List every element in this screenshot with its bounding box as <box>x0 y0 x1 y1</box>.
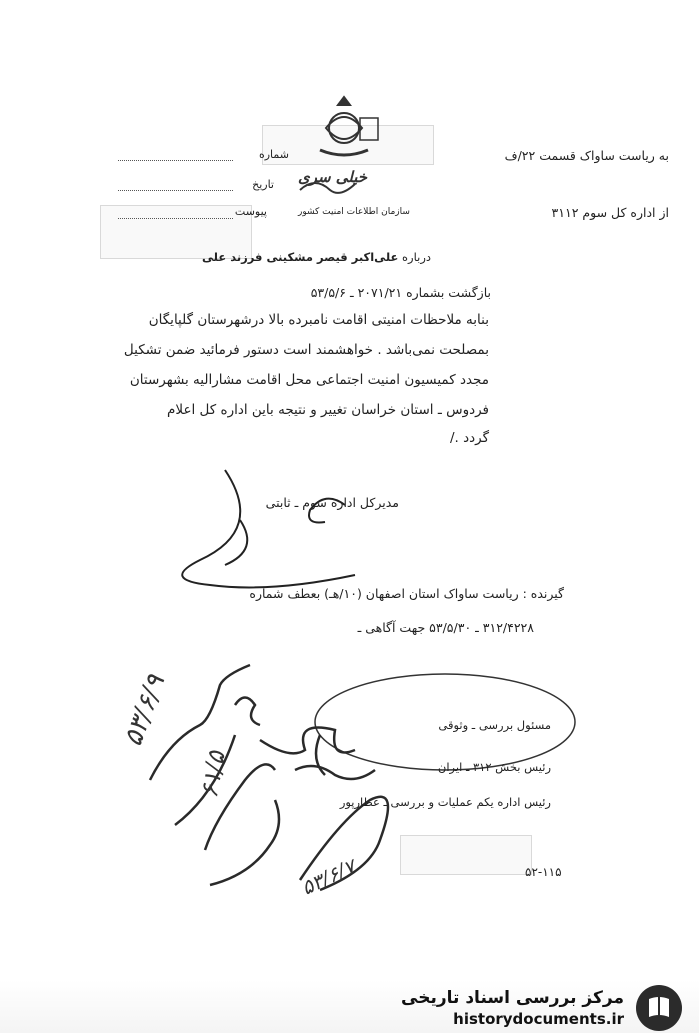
header-date-dots <box>118 190 233 191</box>
seal-org-name: سازمان اطلاعات امنیت کشور <box>298 207 410 217</box>
header-attachment-label: پیوست <box>234 205 267 218</box>
body-line-1: بنابه ملاحظات امنیتی اقامت نامبرده بالا درشهرستان گلپایگان <box>148 312 489 328</box>
recipient-line-2: ۳۱۲/۴۲۲۸ ـ ۵۳/۵/۳۰ جهت آگاهی ـ <box>357 620 534 635</box>
subject-value: علی‌اکبر قیصر مشکینی فرزند علی <box>202 250 399 264</box>
officials-line-1: مسئول بررسی ـ وثوقی <box>438 718 551 732</box>
handwritten-scrawl <box>150 665 388 890</box>
officials-line-3: رئیس اداره یکم عملیات و بررسی ـ عطارپور <box>339 795 551 809</box>
recipient-line-1: گیرنده : ریاست ساواک استان اصفهان (۱۰/هـ) بعطف شماره <box>249 586 564 601</box>
body-line-4: فردوس ـ استان خراسان تغییر و نتیجه باین اداره کل اعلام <box>167 402 489 418</box>
handwritten-side-mark: ۶۱/۵ <box>195 748 231 800</box>
footer-url-link[interactable]: historydocuments.ir <box>453 1010 624 1028</box>
officials-line-2: رئیس بخش ۳۱۲ ـ ایران <box>437 760 551 774</box>
subject-line <box>202 250 431 264</box>
reference-line: بازگشت بشماره ۲۰۷۱/۲۱ ـ ۵۳/۵/۶ <box>310 285 491 300</box>
header-attachment-dots <box>118 218 233 219</box>
body-line-2: بمصلحت نمی‌باشد . خواهشمند است دستور فرمائید ضمن تشکیل <box>123 342 489 358</box>
body-line-3: مجدد کمیسیون امنیت اجتماعی محل اقامت مشارالیه بشهرستان <box>129 372 489 388</box>
handwritten-vertical-date: ۵۳/۶/۹ <box>118 671 172 751</box>
header-row3: از اداره کل سوم ۳۱۱۲ <box>551 205 669 220</box>
handwritten-secret-mark: خیلی سری <box>298 168 368 186</box>
handwritten-bottom-mark: ۵۳/۶/۷ <box>297 854 359 900</box>
header-number-label: شماره <box>258 148 289 161</box>
subject-label: درباره <box>402 250 431 264</box>
header-row1: به ریاست ساواک قسمت ۲۲/ف <box>504 148 669 163</box>
archive-logo-icon <box>636 985 682 1031</box>
signature-title: مدیرکل اداره سوم ـ ثابتی <box>265 495 399 510</box>
header-number-dots <box>118 160 233 161</box>
footer-org-name: مرکز بررسی اسناد تاریخی <box>401 988 624 1008</box>
body-line-5: گردد ./ <box>449 430 489 446</box>
header-date-label: تاریخ <box>252 178 274 191</box>
document-code: ۵۲-۱۱۵ <box>525 865 562 879</box>
signature-scribble <box>182 470 355 587</box>
emblem-icon <box>320 97 378 155</box>
